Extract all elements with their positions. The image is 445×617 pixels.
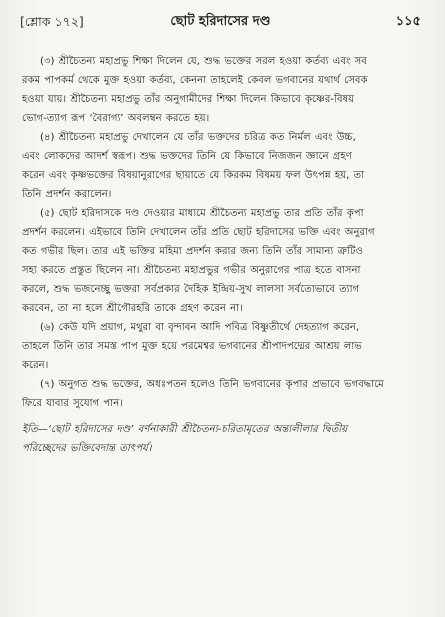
- text-line: ভোগ-ত্যাগ রূপ ‘বৈরাগ্য’ অবলম্বন করতে হয়।: [22, 113, 210, 124]
- text-line: করলে, শুদ্ধ ভজনেচ্ছু ভক্তরা সর্বপ্রকার দৈহিক ইন্দ্রিয়-সুখ লালসা সর্বতোভাবে ত্যাগ: [22, 284, 360, 295]
- text-line: এবং লোকদের আদর্শ স্বরূপ। শুদ্ধ ভক্তদের তিনি যে কিভাবে নিজজন জ্ঞানে গ্রহণ: [22, 151, 352, 162]
- text-line: (৬) কেউ যদি প্রয়াগ, মথুরা বা বৃন্দাবন আদি পবিত্র বিষ্ণুতীর্থে দেহত্যাগ করেন,: [40, 322, 360, 333]
- paragraph-4: [22, 128, 421, 204]
- paragraph-6: [22, 318, 421, 375]
- paragraph-3: [22, 52, 421, 128]
- chapter-closing-note: [22, 420, 421, 458]
- chapter-title: ছোট হরিদাসের দণ্ড: [170, 14, 271, 29]
- text-line: (৫) ছোট হরিদাসকে দণ্ড দেওয়ার মাধ্যমে শ্রীচৈতন্য মহাপ্রভু তার প্রতি তাঁর কৃপা: [40, 208, 364, 219]
- text-line: সহ্য করতে প্রস্তুত ছিলেন না। শ্রীচৈতন্য মহাপ্রভুর গভীর অনুরাগের পাত্র হতে বাসনা: [22, 265, 361, 276]
- text-line: তিনি প্রদর্শন করালেন।: [22, 189, 112, 200]
- text-line: ফিরে যাবার সুযোগ পান।: [22, 398, 123, 409]
- text-line: রকম পাপকর্ম থেকে মুক্ত হওয়া কর্তব্য, কেননা তাহলেই কেবল ভগবানের যথার্থ সেবক: [22, 75, 368, 86]
- page-number: ১১৫: [395, 14, 421, 29]
- text-line: ইতি—‘ছোট হরিদাসের দণ্ড’ বর্ণনাকারী শ্রীচৈতন্য-চরিতামৃতের অন্ত্যলীলার দ্বিতীয়: [22, 424, 348, 435]
- text-line: প্রদর্শন করলেন। এইভাবে তিনি দেখালেন তাঁর প্রতি ছোট হরিদাসের ভক্তি এবং অনুরাগ: [22, 227, 375, 238]
- text-line: করেন এবং কৃষ্ণভক্তের বিষয়ানুরাগের ছায়াতে যে কিরকম বিষময় ফল উৎপন্ন হয়, তা: [22, 170, 365, 181]
- paragraph-5: [22, 204, 421, 318]
- text-line: পরিচ্ছেদের ভক্তিবেদান্ত তাৎপর্য।: [22, 443, 152, 454]
- text-line: (৪) শ্রীচৈতন্য মহাপ্রভু দেখালেন যে তাঁর ভক্তদের চরিত্র কত নির্মল এবং উচ্চ,: [40, 132, 356, 143]
- paragraph-7: [22, 375, 421, 413]
- text-line: কত গভীর ছিল। তার এই ভক্তির মহিমা প্রদর্শন করার জন্য তিনি তাঁর সামান্য ত্রুটিও: [22, 246, 363, 257]
- page-header: [20, 12, 421, 34]
- text-line: তাহলে তিনি তার সমস্ত পাপ মুক্ত হয়ে পরমেশ্বর ভগবানের শ্রীপাদপদ্মের আশ্রয় লাভ: [22, 341, 362, 352]
- text-line: হওয়া যায়। শ্রীচৈতন্য মহাপ্রভু তাঁর অনুগামীদের শিক্ষা দিলেন কিভাবে কৃষ্ণের-বিষয়: [22, 94, 355, 105]
- text-line: (৩) শ্রীচৈতন্য মহাপ্রভু শিক্ষা দিলেন যে, শুদ্ধ ভক্তের সরল হওয়া কর্তব্য এবং সব: [40, 56, 367, 67]
- text-line: করেন।: [22, 360, 49, 371]
- page-body: [22, 52, 421, 458]
- text-line: করবেন, তা না হলে শ্রীগৌরহরি তাকে গ্রহণ করেন না।: [22, 303, 243, 314]
- verse-reference: [শ্লোক ১৭২]: [20, 14, 84, 29]
- text-line: (৭) অনুগত শুদ্ধ ভক্তের, অধঃপতন হলেও তিনি ভগবানের কৃপার প্রভাবে ভগবদ্ধামে: [40, 379, 384, 390]
